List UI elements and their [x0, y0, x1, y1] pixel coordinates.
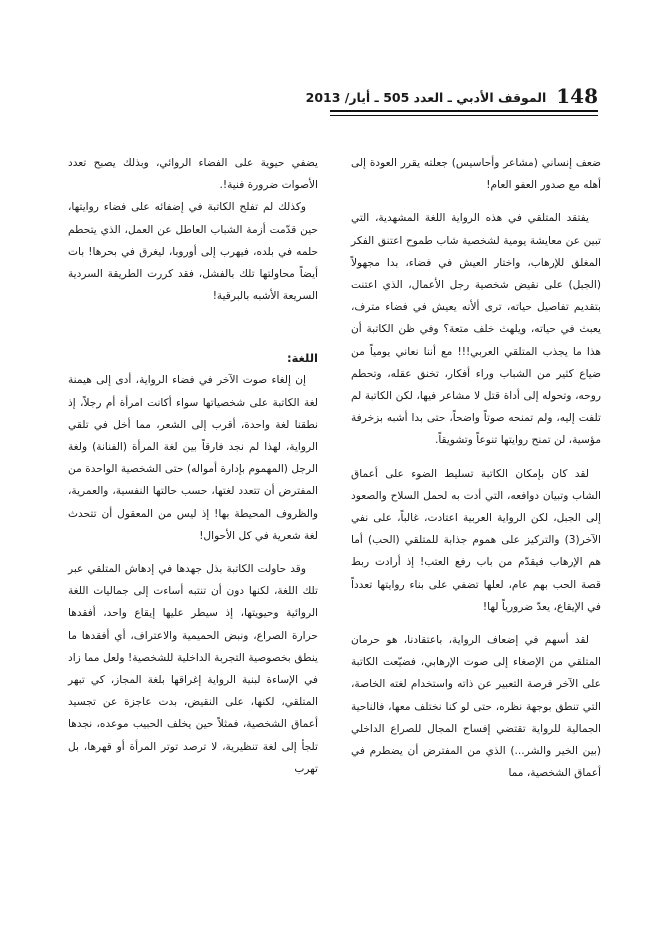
paragraph: لقد كان بإمكان الكاتبة تسليط الضوء على أعماق الشاب وتبيان دوافعه، التي أدت به لحمل السلاح والصعود إلى الجبل، لكن الرواية العربية اعتادت، غالباً، على نفي الآخر(3) والتركيز على هموم جذابة للمتلقي (الحب) أما هم الإرهاب فيقدّم من باب رفع العتب! إذ أرادت ربط قصة الحب بهم عام، لعلها تضفي على بناء روايتها تعدداً في الإيقاع، يعدّ ضرورياً لها!: [351, 467, 601, 613]
paragraph: لقد أسهم في إضعاف الرواية، باعتقادنا، هو حرمان المتلقي من الإصغاء إلى صوت الإرهابي، فضيّعت الكاتبة على الآخر فرصة التعبير عن ذاته واستخدام لغته الخاصة، التي تنطق بوجهة نظره، حتى لو كنا نختلف معها، فالناحية الجمالية للرواية تقتضي إفساح المجال للصراع الداخلي (بين الخير والشر...) الذي من المفترض أن يضطرم في أعماق الشخصية، مما: [351, 634, 601, 780]
paragraph: وقد حاولت الكاتبة بذل جهدها في إدهاش المتلقي عبر تلك اللغة، لكنها دون أن تنتبه أساءت إلى جماليات اللغة الروائية وحيويتها، إذ سيطر عليها إيقاع واحد، أفقدها حرارة الصراع، ونبض الحميمية والاعتراف، أي أفقدها ما ينطق بخصوصية التجربة الداخلية للشخصية! ولعل مما زاد في الإساءة لبنية الرواية إغراقها بلغة المجاز، كي تبهر المتلقي، لكنها، على النقيض، بدت عاجزة عن تجسيد أعماق الشخصية، فمثلاً حين يخلف الحبيب موعده، نجدها تلجأ إلى لغة تنظيرية، لا ترصد توتر المرأة أو قهرها، بل تهرب: [68, 563, 318, 775]
paragraph: ضعف إنساني (مشاعر وأحاسيس) جعلته يقرر العودة إلى أهله مع صدور العفو العام!: [351, 157, 601, 192]
paragraph: يضفي حيوية على الفضاء الروائي، وبذلك يصبح تعدد الأصوات ضرورة فنية!.: [68, 157, 318, 192]
page-header: [305, 84, 598, 108]
header-rule-thin: [330, 115, 598, 116]
section-heading: اللغة:: [286, 351, 318, 366]
running-title: الموقف الأدبي ـ العدد 505 ـ أيار/ 2013: [305, 90, 547, 105]
paragraph: وكذلك لم تفلح الكاتبة في إضفائه على فضاء روايتها، حين قدّمت أزمة الشباب العاطل عن العمل، الذي يتحطم حلمه في بلده، فيهرب إلى أوروبا، ليغرق في بحرها! بات أيضاً محاولتها تلك بالفشل، فقد كررت الطريقة السردية السريعة الأشبه بالبرقية!: [68, 201, 318, 303]
page-number: 148: [556, 84, 598, 108]
left-column: [68, 152, 318, 780]
header-rule: [330, 110, 598, 112]
paragraph: إن إلغاء صوت الآخر في فضاء الرواية، أدى إلى هيمنة لغة الكاتبة على شخصياتها سواء أكانت امرأة أم رجلاً، إذ نطقنا لغة واحدة، أقرب إلى الشعر، مما أخل في تلقي الرواية، لهذا لم نجد فارقاً بين لغة المرأة (الفنانة) ولغة الرجل (المهموم بإدارة أمواله) حتى الشخصية الواحدة من المفترض أن تتعدد لغتها، حسب حالتها النفسية، والعمرية، والظروف المحيطة بها! إذ ليس من المعقول أن تتحدث لغة شعرية في كل الأحوال!: [68, 374, 318, 542]
right-column: [351, 152, 601, 784]
paragraph: يفتقد المتلقي في هذه الرواية اللغة المشهدية، التي تبين عن معايشة يومية لشخصية شاب طموح اعتنق الفكر المغلق للإرهاب، واختار العيش في فضاء، بدا مجهولاً (الجبل) على نقيض شخصية رجل الأعمال، الذي اعتنت بتقديم تفاصيل حياته، ترى ألأنه يعيش في فضاء مترف، يعبث في حياته، ويلهث خلف متعة؟ وفي ظن الكاتبة أن هذا ما يجذب المتلقي العربي!!! مع أننا نعاني يومياً من ضياع كثير من الشباب وراء أفكار، تخنق عقله، وتحطم روحه، وتحوله إلى أداة قتل لا مشاعر فيها، لكن الكاتبة لم تلفت إليه، ولم تمنحه صوتاً واضحاً، حتى بدا أشبه بزخرفة مؤسية، لن تمنح روايتها تنوعاً وتشويقاً.: [351, 212, 601, 447]
